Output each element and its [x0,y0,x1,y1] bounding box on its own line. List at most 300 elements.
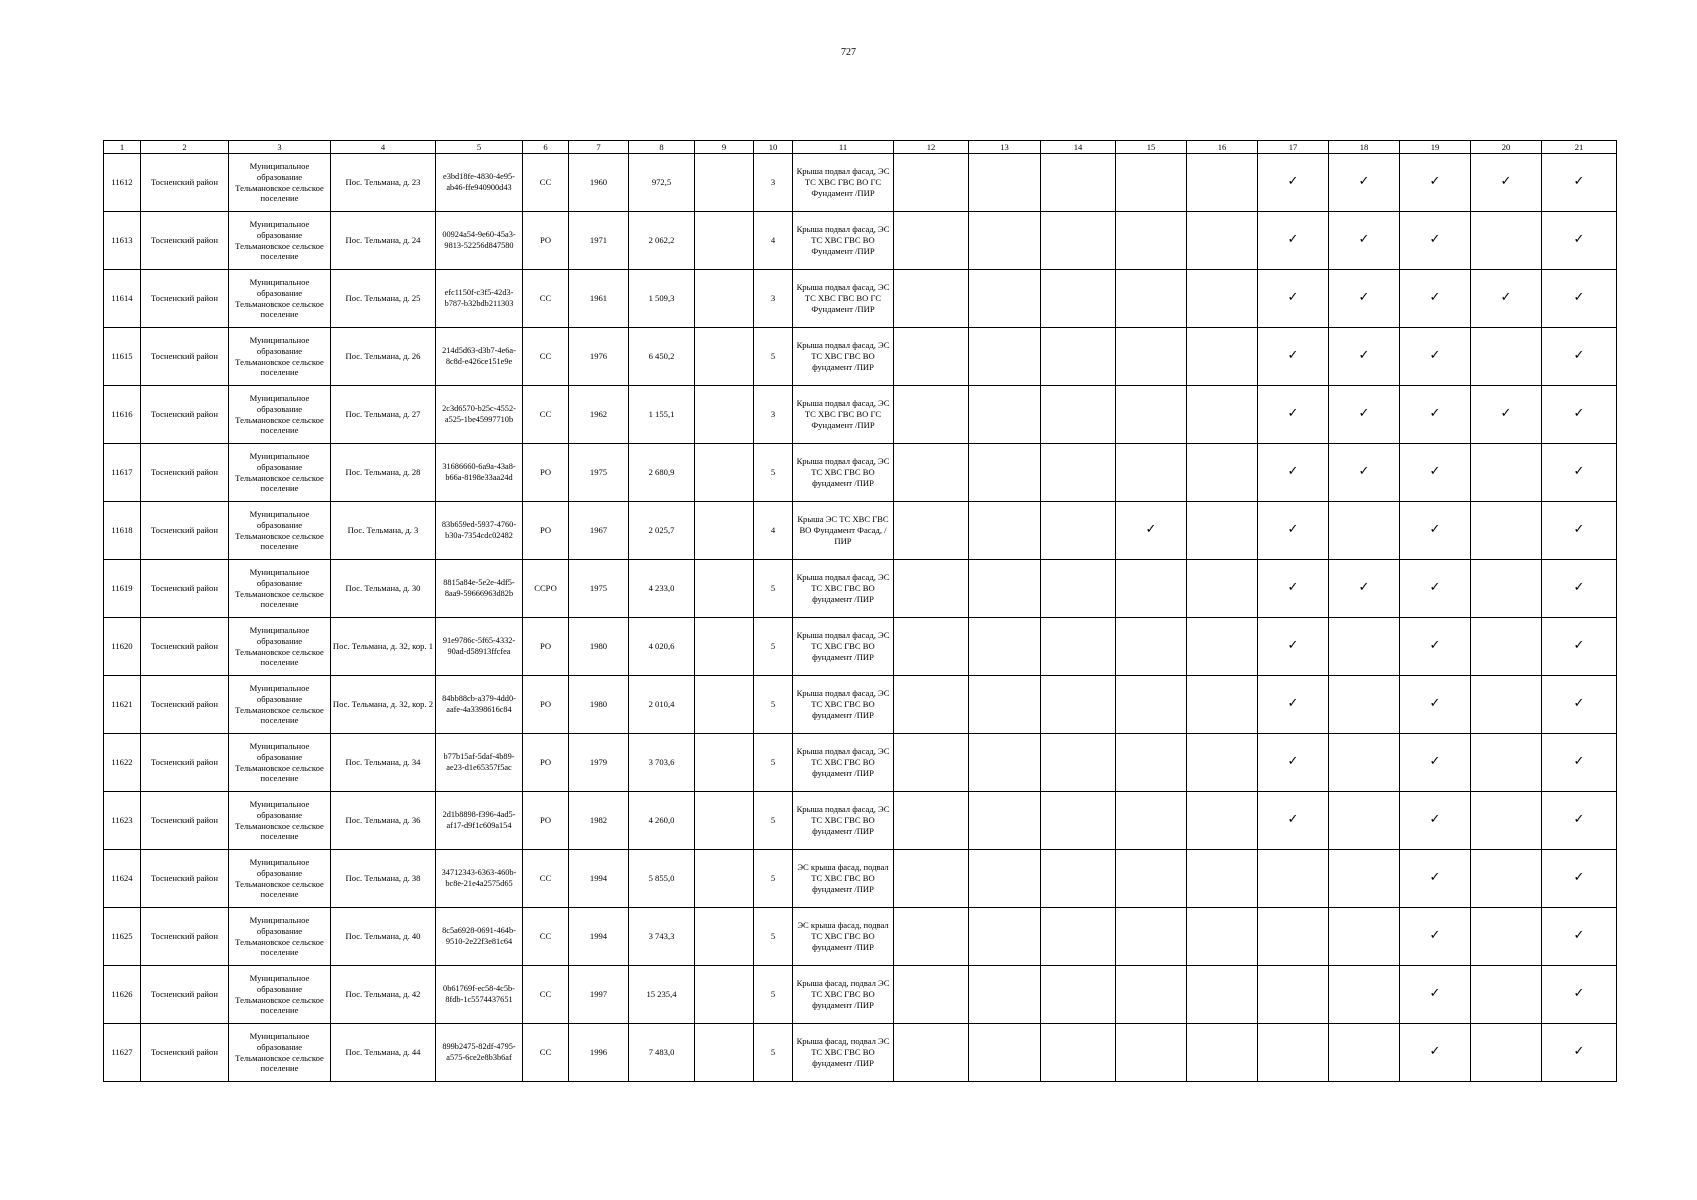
empty-cell [1187,618,1258,676]
empty-cell [1187,734,1258,792]
table-body [104,154,1617,1082]
works-list-cell: Крыша подвал фасад, ЭС ТС ХВС ГВС ВО ГС Фундамент /ПИР [793,386,894,444]
check-mark-icon: ✓ [1258,502,1329,560]
check-mark-icon: ✓ [1258,328,1329,386]
floors-cell: 3 [754,270,793,328]
empty-cell [1471,908,1542,966]
empty-cell [1471,444,1542,502]
empty-cell [969,270,1041,328]
check-mark-icon: ✓ [1329,560,1400,618]
check-mark-icon: ✓ [1258,560,1329,618]
address-cell: Пос. Тельмана, д. 42 [331,966,436,1024]
check-mark-icon: ✓ [1542,502,1617,560]
municipality-cell: Муниципальное образование Тельмановское сельское поселение [229,966,331,1024]
check-mark-icon: ✓ [1471,386,1542,444]
address-cell: Пос. Тельмана, д. 26 [331,328,436,386]
row-number-cell: 11615 [104,328,141,386]
municipality-cell: Муниципальное образование Тельмановское сельское поселение [229,270,331,328]
wall-material-cell: СС [523,328,569,386]
column-header: 16 [1187,141,1258,154]
check-mark-icon: ✓ [1329,270,1400,328]
district-cell: Тосненский район [141,444,229,502]
check-mark-icon: ✓ [1542,1024,1617,1082]
empty-cell [1041,212,1116,270]
empty-cell [894,386,969,444]
check-mark-icon: ✓ [1542,560,1617,618]
area-cell: 2 680,9 [629,444,695,502]
empty-cell [1329,618,1400,676]
area-cell: 2 025,7 [629,502,695,560]
empty-cell [894,676,969,734]
year-built-cell: 1996 [569,1024,629,1082]
empty-cell [969,560,1041,618]
empty-cell [894,560,969,618]
district-cell: Тосненский район [141,734,229,792]
empty-cell [1329,966,1400,1024]
table-row [104,270,1617,328]
column-header: 5 [436,141,523,154]
address-cell: Пос. Тельмана, д. 25 [331,270,436,328]
year-built-cell: 1971 [569,212,629,270]
house-id-cell: 34712343-6363-460b-bc8e-21e4a2575d65 [436,850,523,908]
empty-cell [894,734,969,792]
wall-material-cell: СС [523,850,569,908]
year-built-cell: 1975 [569,444,629,502]
works-list-cell: Крыша подвал фасад, ЭС ТС ХВС ГВС ВО фундамент /ПИР [793,618,894,676]
column-header: 17 [1258,141,1329,154]
empty-cell [1329,1024,1400,1082]
table-row [104,792,1617,850]
empty-cell [1187,966,1258,1024]
check-mark-icon: ✓ [1400,676,1471,734]
wall-material-cell: СС [523,154,569,212]
empty-cell [1116,966,1187,1024]
address-cell: Пос. Тельмана, д. 30 [331,560,436,618]
empty-cell [1116,328,1187,386]
empty-cell [1187,908,1258,966]
works-list-cell: Крыша подвал фасад, ЭС ТС ХВС ГВС ВО фундамент /ПИР [793,328,894,386]
address-cell: Пос. Тельмана, д. 3 [331,502,436,560]
check-mark-icon: ✓ [1400,850,1471,908]
year-built-cell: 1980 [569,676,629,734]
floors-cell: 5 [754,850,793,908]
year-built-cell: 1960 [569,154,629,212]
municipality-cell: Муниципальное образование Тельмановское сельское поселение [229,560,331,618]
wall-material-cell: РО [523,734,569,792]
check-mark-icon: ✓ [1542,444,1617,502]
house-id-cell: 2d1b8898-f396-4ad5-af17-d9f1c609a154 [436,792,523,850]
address-cell: Пос. Тельмана, д. 44 [331,1024,436,1082]
address-cell: Пос. Тельмана, д. 24 [331,212,436,270]
municipality-cell: Муниципальное образование Тельмановское сельское поселение [229,154,331,212]
check-mark-icon: ✓ [1542,966,1617,1024]
municipality-cell: Муниципальное образование Тельмановское сельское поселение [229,792,331,850]
address-cell: Пос. Тельмана, д. 40 [331,908,436,966]
empty-cell [969,792,1041,850]
house-id-cell: 31686660-6a9a-43a8-b66a-8198e33aa24d [436,444,523,502]
year-built-cell: 1979 [569,734,629,792]
address-cell: Пос. Тельмана, д. 27 [331,386,436,444]
row-number-cell: 11621 [104,676,141,734]
check-mark-icon: ✓ [1400,560,1471,618]
district-cell: Тосненский район [141,270,229,328]
empty-cell [1041,560,1116,618]
empty-cell [1329,676,1400,734]
row-number-cell: 11620 [104,618,141,676]
check-mark-icon: ✓ [1329,212,1400,270]
floors-cell: 4 [754,212,793,270]
row-number-cell: 11613 [104,212,141,270]
floors-cell: 5 [754,328,793,386]
row-number-cell: 11622 [104,734,141,792]
check-mark-icon: ✓ [1258,154,1329,212]
empty-cell [1041,328,1116,386]
row-number-cell: 11614 [104,270,141,328]
wall-material-cell: СС [523,966,569,1024]
empty-cell [1116,270,1187,328]
floors-cell: 3 [754,386,793,444]
column-9-cell [695,850,754,908]
district-cell: Тосненский район [141,154,229,212]
empty-cell [1187,154,1258,212]
floors-cell: 5 [754,444,793,502]
empty-cell [1116,850,1187,908]
check-mark-icon: ✓ [1400,734,1471,792]
floors-cell: 4 [754,502,793,560]
empty-cell [1116,212,1187,270]
empty-cell [894,1024,969,1082]
check-mark-icon: ✓ [1400,328,1471,386]
empty-cell [1471,676,1542,734]
floors-cell: 5 [754,618,793,676]
column-header: 3 [229,141,331,154]
empty-cell [969,966,1041,1024]
empty-cell [969,328,1041,386]
area-cell: 1 155,1 [629,386,695,444]
column-9-cell [695,618,754,676]
row-number-cell: 11617 [104,444,141,502]
table-row [104,908,1617,966]
year-built-cell: 1975 [569,560,629,618]
check-mark-icon: ✓ [1400,908,1471,966]
district-cell: Тосненский район [141,792,229,850]
district-cell: Тосненский район [141,560,229,618]
municipality-cell: Муниципальное образование Тельмановское сельское поселение [229,908,331,966]
year-built-cell: 1962 [569,386,629,444]
empty-cell [1187,850,1258,908]
empty-cell [1471,618,1542,676]
district-cell: Тосненский район [141,212,229,270]
check-mark-icon: ✓ [1400,618,1471,676]
year-built-cell: 1967 [569,502,629,560]
check-mark-icon: ✓ [1400,386,1471,444]
empty-cell [1041,908,1116,966]
table-row [104,1024,1617,1082]
district-cell: Тосненский район [141,850,229,908]
floors-cell: 5 [754,676,793,734]
address-cell: Пос. Тельмана, д. 28 [331,444,436,502]
address-cell: Пос. Тельмана, д. 38 [331,850,436,908]
municipality-cell: Муниципальное образование Тельмановское сельское поселение [229,328,331,386]
municipality-cell: Муниципальное образование Тельмановское сельское поселение [229,386,331,444]
empty-cell [1041,1024,1116,1082]
district-cell: Тосненский район [141,966,229,1024]
empty-cell [1116,792,1187,850]
column-9-cell [695,734,754,792]
table-row [104,444,1617,502]
wall-material-cell: СС [523,270,569,328]
check-mark-icon: ✓ [1542,386,1617,444]
check-mark-icon: ✓ [1258,212,1329,270]
floors-cell: 5 [754,908,793,966]
empty-cell [969,734,1041,792]
empty-cell [1116,1024,1187,1082]
column-header: 12 [894,141,969,154]
works-list-cell: Крыша подвал фасад, ЭС ТС ХВС ГВС ВО фундамент /ПИР [793,560,894,618]
empty-cell [1471,502,1542,560]
works-list-cell: Крыша подвал фасад, ЭС ТС ХВС ГВС ВО ГС Фундамент /ПИР [793,154,894,212]
municipality-cell: Муниципальное образование Тельмановское сельское поселение [229,850,331,908]
check-mark-icon: ✓ [1400,212,1471,270]
empty-cell [1187,212,1258,270]
empty-cell [1116,618,1187,676]
empty-cell [1041,386,1116,444]
house-id-cell: 83b659ed-5937-4760-b30a-7354cdc02482 [436,502,523,560]
floors-cell: 5 [754,966,793,1024]
empty-cell [969,676,1041,734]
area-cell: 15 235,4 [629,966,695,1024]
works-list-cell: Крыша ЭС ТС ХВС ГВС ВО Фундамент Фасад, /ПИР [793,502,894,560]
area-cell: 972,5 [629,154,695,212]
empty-cell [1258,1024,1329,1082]
empty-cell [969,386,1041,444]
column-9-cell [695,444,754,502]
check-mark-icon: ✓ [1400,502,1471,560]
empty-cell [1041,502,1116,560]
check-mark-icon: ✓ [1542,212,1617,270]
row-number-cell: 11626 [104,966,141,1024]
district-cell: Тосненский район [141,908,229,966]
row-number-cell: 11616 [104,386,141,444]
house-id-cell: efc1150f-c3f5-42d3-b787-b32bdb211303 [436,270,523,328]
district-cell: Тосненский район [141,328,229,386]
row-number-cell: 11623 [104,792,141,850]
house-id-cell: 899b2475-82df-4795-a575-6ce2e8b3b6af [436,1024,523,1082]
row-number-cell: 11619 [104,560,141,618]
table-row [104,328,1617,386]
table-row [104,966,1617,1024]
floors-cell: 5 [754,1024,793,1082]
empty-cell [969,850,1041,908]
house-id-cell: 84bb88cb-a379-4dd0-aafe-4a3398616c84 [436,676,523,734]
check-mark-icon: ✓ [1542,270,1617,328]
empty-cell [1471,850,1542,908]
floors-cell: 5 [754,734,793,792]
empty-cell [1116,154,1187,212]
municipality-cell: Муниципальное образование Тельмановское сельское поселение [229,734,331,792]
empty-cell [1329,502,1400,560]
house-id-cell: 8815a84e-5e2e-4df5-8aa9-59666963d82b [436,560,523,618]
municipality-cell: Муниципальное образование Тельмановское сельское поселение [229,676,331,734]
year-built-cell: 1994 [569,850,629,908]
check-mark-icon: ✓ [1329,386,1400,444]
municipality-cell: Муниципальное образование Тельмановское сельское поселение [229,1024,331,1082]
column-header: 9 [695,141,754,154]
empty-cell [969,618,1041,676]
check-mark-icon: ✓ [1542,792,1617,850]
column-header: 20 [1471,141,1542,154]
municipality-cell: Муниципальное образование Тельмановское сельское поселение [229,212,331,270]
empty-cell [1116,908,1187,966]
check-mark-icon: ✓ [1542,734,1617,792]
table-row [104,154,1617,212]
page-number: 727 [841,47,856,58]
check-mark-icon: ✓ [1400,966,1471,1024]
column-header: 13 [969,141,1041,154]
house-id-cell: e3bd18fe-4830-4e95-ab46-ffe940900d43 [436,154,523,212]
empty-cell [1329,850,1400,908]
empty-cell [1041,444,1116,502]
wall-material-cell: СС [523,1024,569,1082]
empty-cell [894,618,969,676]
address-cell: Пос. Тельмана, д. 32, кор. 1 [331,618,436,676]
floors-cell: 5 [754,792,793,850]
housing-register-table [103,140,1617,1082]
works-list-cell: Крыша подвал фасад, ЭС ТС ХВС ГВС ВО фундамент /ПИР [793,444,894,502]
check-mark-icon: ✓ [1258,734,1329,792]
empty-cell [1187,676,1258,734]
municipality-cell: Муниципальное образование Тельмановское сельское поселение [229,444,331,502]
check-mark-icon: ✓ [1116,502,1187,560]
district-cell: Тосненский район [141,618,229,676]
works-list-cell: Крыша подвал фасад, ЭС ТС ХВС ГВС ВО Фундамент /ПИР [793,212,894,270]
table-row [104,212,1617,270]
empty-cell [1041,734,1116,792]
column-header: 19 [1400,141,1471,154]
empty-cell [1471,966,1542,1024]
table-row [104,386,1617,444]
column-9-cell [695,154,754,212]
area-cell: 4 020,6 [629,618,695,676]
district-cell: Тосненский район [141,1024,229,1082]
empty-cell [1041,154,1116,212]
table-row [104,734,1617,792]
empty-cell [1041,270,1116,328]
empty-cell [1329,908,1400,966]
column-header: 6 [523,141,569,154]
column-header: 1 [104,141,141,154]
wall-material-cell: СС [523,908,569,966]
year-built-cell: 1976 [569,328,629,386]
column-header: 10 [754,141,793,154]
area-cell: 3 703,6 [629,734,695,792]
area-cell: 5 855,0 [629,850,695,908]
check-mark-icon: ✓ [1471,270,1542,328]
empty-cell [969,154,1041,212]
empty-cell [969,908,1041,966]
row-number-cell: 11625 [104,908,141,966]
column-9-cell [695,1024,754,1082]
column-header: 4 [331,141,436,154]
table-row [104,560,1617,618]
address-cell: Пос. Тельмана, д. 34 [331,734,436,792]
check-mark-icon: ✓ [1542,618,1617,676]
wall-material-cell: РО [523,792,569,850]
works-list-cell: Крыша подвал фасад, ЭС ТС ХВС ГВС ВО фундамент /ПИР [793,734,894,792]
area-cell: 1 509,3 [629,270,695,328]
municipality-cell: Муниципальное образование Тельмановское сельское поселение [229,618,331,676]
empty-cell [969,502,1041,560]
empty-cell [1116,734,1187,792]
empty-cell [1041,850,1116,908]
row-number-cell: 11612 [104,154,141,212]
year-built-cell: 1961 [569,270,629,328]
table-row [104,502,1617,560]
house-id-cell: 8c5a6928-0691-464b-9510-2e22f3e81c64 [436,908,523,966]
empty-cell [1041,676,1116,734]
year-built-cell: 1994 [569,908,629,966]
empty-cell [1116,386,1187,444]
works-list-cell: ЭС крыша фасад, подвал ТС ХВС ГВС ВО фундамент /ПИР [793,908,894,966]
row-number-cell: 11627 [104,1024,141,1082]
table-row [104,850,1617,908]
column-number-row [104,141,1617,154]
check-mark-icon: ✓ [1542,676,1617,734]
empty-cell [894,212,969,270]
empty-cell [1471,734,1542,792]
empty-cell [1258,850,1329,908]
area-cell: 7 483,0 [629,1024,695,1082]
works-list-cell: ЭС крыша фасад, подвал ТС ХВС ГВС ВО фундамент /ПИР [793,850,894,908]
check-mark-icon: ✓ [1400,270,1471,328]
empty-cell [1471,212,1542,270]
empty-cell [1187,328,1258,386]
floors-cell: 5 [754,560,793,618]
column-header: 8 [629,141,695,154]
area-cell: 4 260,0 [629,792,695,850]
column-9-cell [695,560,754,618]
empty-cell [1116,676,1187,734]
check-mark-icon: ✓ [1400,1024,1471,1082]
empty-cell [1187,444,1258,502]
empty-cell [894,966,969,1024]
empty-cell [894,444,969,502]
check-mark-icon: ✓ [1400,444,1471,502]
area-cell: 6 450,2 [629,328,695,386]
empty-cell [1187,560,1258,618]
empty-cell [1041,792,1116,850]
area-cell: 2 062,2 [629,212,695,270]
check-mark-icon: ✓ [1400,792,1471,850]
address-cell: Пос. Тельмана, д. 36 [331,792,436,850]
works-list-cell: Крыша подвал фасад, ЭС ТС ХВС ГВС ВО ГС Фундамент /ПИР [793,270,894,328]
area-cell: 2 010,4 [629,676,695,734]
empty-cell [969,444,1041,502]
row-number-cell: 11618 [104,502,141,560]
check-mark-icon: ✓ [1329,444,1400,502]
empty-cell [969,1024,1041,1082]
address-cell: Пос. Тельмана, д. 32, кор. 2 [331,676,436,734]
check-mark-icon: ✓ [1542,908,1617,966]
column-header: 15 [1116,141,1187,154]
floors-cell: 3 [754,154,793,212]
empty-cell [1258,908,1329,966]
house-id-cell: 0b61769f-ec58-4c5b-8fdb-1c5574437651 [436,966,523,1024]
check-mark-icon: ✓ [1258,270,1329,328]
year-built-cell: 1982 [569,792,629,850]
area-cell: 3 743,3 [629,908,695,966]
column-9-cell [695,328,754,386]
